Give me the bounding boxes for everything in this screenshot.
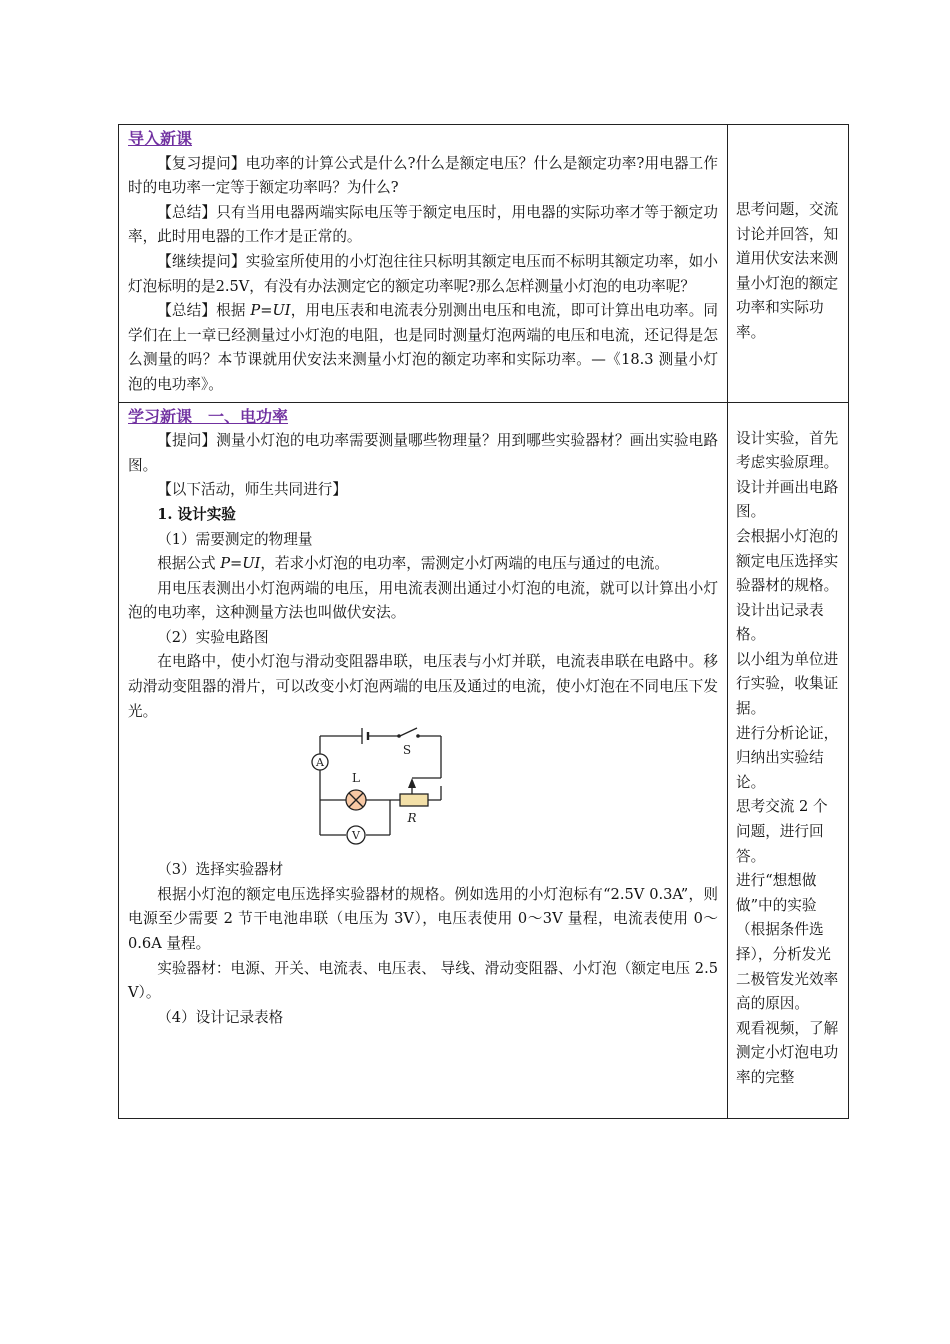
lamp-label: L xyxy=(352,771,360,786)
lesson-side-cell xyxy=(728,402,849,1119)
rheostat-icon xyxy=(400,794,428,806)
formula-prefix: 根据公式 xyxy=(157,555,221,573)
switch-contact-left xyxy=(397,734,401,738)
side-note-7: 思考交流 2 个问题，进行回答。 xyxy=(736,798,828,865)
subheading-quantities: （1）需要测定的物理量 xyxy=(157,530,313,548)
step-design-experiment: 1. 设计实验 xyxy=(157,505,236,523)
summary-paragraph-1: 【总结】只有当用电器两端实际电压等于额定电压时，用电器的实际功率才等于额定功率，此时用电器的工作才是正常的。 xyxy=(128,203,718,246)
switch-label: S xyxy=(402,743,412,758)
summary-paragraph-2 xyxy=(128,299,718,397)
section-new-lesson-row xyxy=(119,402,849,1119)
intro-main-cell xyxy=(119,125,728,403)
continue-question: 【继续提问】实验室所使用的小灯泡往往只标明其额定电压而不标明其额定功率，如小灯泡标明的是2.5V，有没有办法测定它的额定功率呢?那么怎样测量小灯泡的电功率呢？ xyxy=(128,252,718,295)
equipment-description: 根据小灯泡的额定电压选择实验器材的规格。例如选用的小灯泡标有“2.5V 0.3A”，则电源至少需要 2 节干电池串联（电压为 3V），电压表使用 0～3V 量程，电流表使用 0～0.6A 量程。 xyxy=(128,885,718,953)
side-note-8: 进行“想想做做”中的实验（根据条件选择），分析发光二极管发光效率高的原因。 xyxy=(736,872,839,1013)
review-question: 【复习提问】电功率的计算公式是什么?什么是额定电压？什么是额定功率?用电器工作时的电功率一定等于额定功率吗？为什么? xyxy=(128,154,718,197)
subheading-record-table: （4）设计记录表格 xyxy=(157,1008,284,1026)
formula-inline: P=UI xyxy=(220,555,261,573)
activity-note: 【以下活动，师生共同进行】 xyxy=(157,481,347,499)
side-note-9: 观看视频，了解测定小灯泡电功率的完整 xyxy=(736,1019,839,1086)
lesson-main-cell xyxy=(119,402,728,1119)
equipment-list: 实验器材：电源、开关、电流表、电压表、 导线、滑动变阻器、小灯泡（额定电压 2.5 V）。 xyxy=(128,959,718,1002)
side-note-1: 设计实验，首先考虑实验原理。 xyxy=(736,429,839,472)
circuit-description: 在电路中，使小灯泡与滑动变阻器串联，电压表与小灯并联，电流表串联在电路中。移动滑动变阻器的滑片，可以改变小灯泡两端的电压及通过的电流，使小灯泡在不同电压下发光。 xyxy=(128,653,718,720)
switch-contact-right xyxy=(416,734,420,738)
side-note-2: 设计并画出电路图。 xyxy=(736,478,839,521)
intro-side-cell xyxy=(728,125,849,403)
lesson-question: 【提问】测量小灯泡的电功率需要测量哪些物理量？用到哪些实验器材？画出实验电路图。 xyxy=(128,432,718,474)
side-note-4: 设计出记录表格。 xyxy=(736,601,824,644)
subheading-equipment: （3）选择实验器材 xyxy=(157,861,284,879)
rheostat-label: R xyxy=(407,811,417,826)
ammeter-label: A xyxy=(316,756,324,770)
voltmeter-label: V xyxy=(352,829,360,843)
subheading-circuit: （2）实验电路图 xyxy=(157,628,269,646)
switch-blade xyxy=(400,728,417,736)
circuit-diagram xyxy=(300,726,460,854)
summary2-body: ，用电压表和电流表分别测出电压和电流，即可计算出电功率。同学们在上一章已经测量过小灯泡的电阻，也是同时测量灯泡两端的电压和电流，还记得是怎么测量的吗？本节课就用伏安法来测量小灯泡的额定功率和实际功率。—《18.3 测量小灯泡的电功率》。 xyxy=(128,302,718,393)
lesson-table xyxy=(118,124,849,1119)
section-heading-intro: 导入新课 xyxy=(128,129,193,148)
side-note-6: 进行分析论证，归纳出实验结论。 xyxy=(736,724,839,791)
formula-body: ，若求小灯泡的电功率，需测定小灯两端的电压与通过的电流。 xyxy=(260,555,669,573)
slider-arrow-icon xyxy=(408,778,416,788)
section-heading-lesson: 学习新课 一、电功率 xyxy=(128,406,289,426)
summary2-prefix: 【总结】根据 xyxy=(157,302,251,320)
side-note-3: 会根据小灯泡的额定电压选择实验器材的规格。 xyxy=(736,527,839,595)
formula-paragraph xyxy=(128,552,718,577)
method-paragraph: 用电压表测出小灯泡两端的电压，用电流表测出通过小灯泡的电流，就可以计算出小灯泡的电功率，这种测量方法也叫做伏安法。 xyxy=(128,579,718,622)
section-intro-row xyxy=(119,125,849,403)
intro-side-text: 思考问题，交流讨论并回答，知道用伏安法来测量小灯泡的额定功率和实际功率。 xyxy=(736,201,839,341)
side-note-5: 以小组为单位进行实验，收集证据。 xyxy=(736,650,839,718)
formula: P=UI xyxy=(250,302,291,320)
